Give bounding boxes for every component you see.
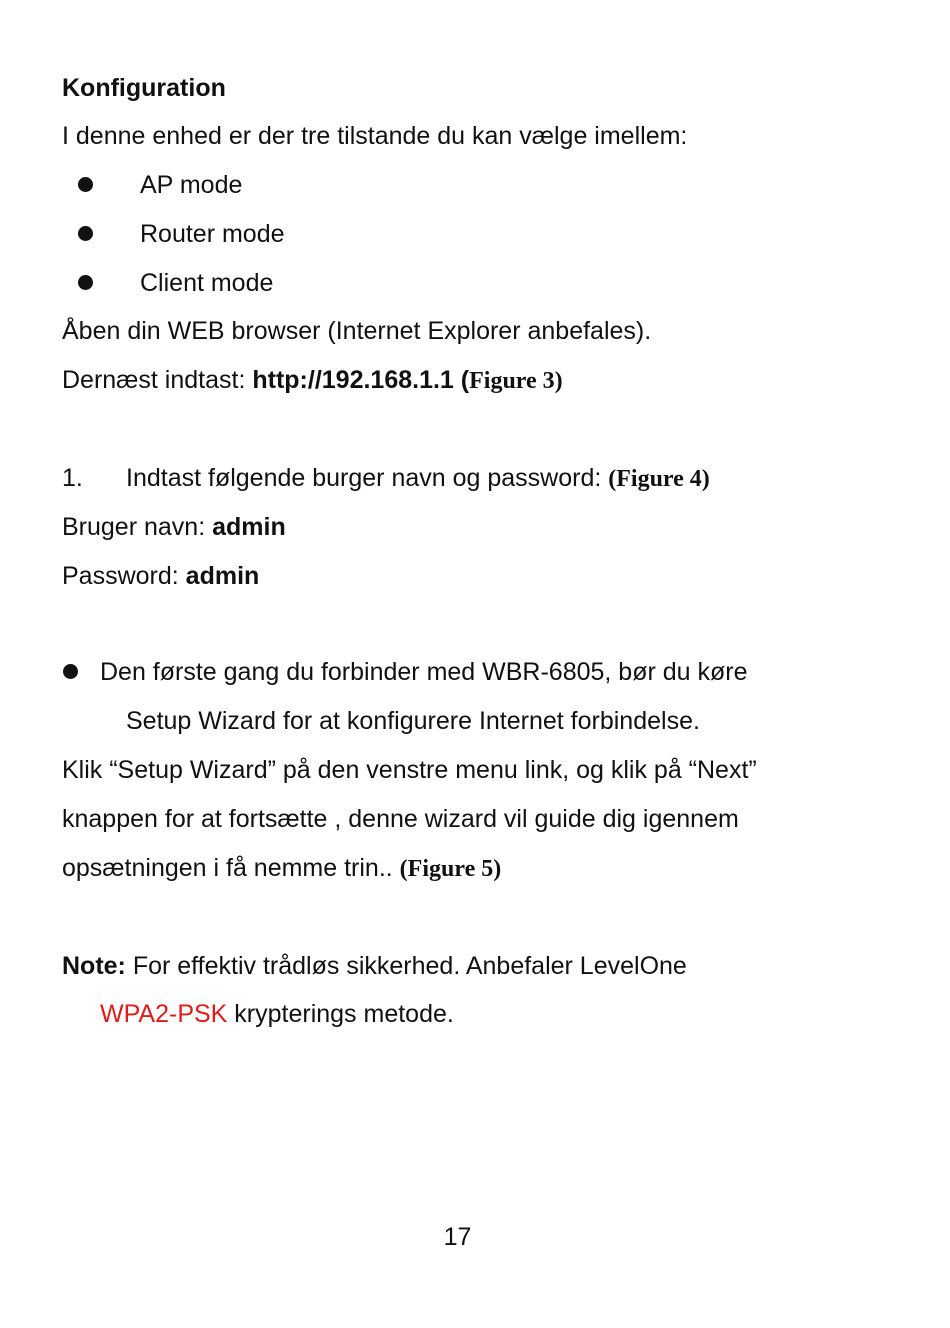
username-label: Bruger navn: [62, 513, 213, 541]
wizard-bullet-line2: Setup Wizard for at konfigurere Internet forbindelse. [126, 707, 700, 735]
bullet-icon [78, 226, 93, 241]
password-line [62, 561, 259, 591]
mode-label: Router mode [140, 220, 285, 248]
enter-address-line [62, 365, 563, 396]
wizard-instructions-line2: knappen for at fortsætte , denne wizard vil guide dig igennem [62, 805, 739, 833]
mode-label: AP mode [140, 171, 243, 199]
step-text: Indtast følgende burger navn og password: [126, 464, 609, 492]
figure-reference: Figure 3 [469, 368, 555, 394]
encryption-highlight: WPA2-PSK [100, 1000, 228, 1028]
wizard-instructions-line1: Klik “Setup Wizard” på den venstre menu link, og klik på “Next” [62, 756, 757, 784]
figure-reference-close: ) [493, 856, 502, 882]
open-browser-text: Åben din WEB browser (Internet Explorer anbefales). [62, 317, 652, 345]
password-value: admin [185, 562, 260, 590]
username-value: admin [212, 513, 286, 541]
intro-text: I denne enhed er der tre tilstande du kan vælge imellem: [62, 122, 688, 150]
step-number: 1. [62, 464, 83, 492]
figure-reference-open: ( [399, 856, 408, 882]
figure-reference-close: ) [701, 466, 710, 492]
section-heading: Konfiguration [62, 74, 226, 102]
page-number: 17 [443, 1223, 472, 1251]
wizard-instructions-text: opsætningen i få nemme trin.. [62, 854, 400, 882]
note-line1 [62, 951, 687, 981]
wizard-bullet-line1: Den første gang du forbinder med WBR-6805, bør du køre [100, 658, 748, 686]
figure-reference: Figure 5 [407, 856, 494, 882]
bullet-icon [78, 275, 93, 290]
figure-reference-close: ) [554, 368, 563, 394]
note-rest: krypterings metode. [227, 1000, 454, 1028]
note-label: Note: [62, 952, 126, 980]
mode-label: Client mode [140, 269, 274, 297]
figure-reference: Figure 4 [616, 466, 702, 492]
enter-address-prefix: Dernæst indtast: [62, 366, 253, 394]
wizard-instructions-line3 [62, 853, 501, 884]
router-url: http://192.168.1.1 ( [252, 366, 470, 394]
figure-reference-open: ( [608, 466, 617, 492]
note-text: For effektiv trådløs sikkerhed. Anbefaler LevelOne [125, 952, 687, 980]
bullet-icon [63, 664, 78, 679]
note-line2 [100, 999, 454, 1029]
password-label: Password: [62, 562, 186, 590]
bullet-icon [78, 177, 93, 192]
step-text-line [126, 463, 710, 494]
username-line [62, 512, 286, 542]
